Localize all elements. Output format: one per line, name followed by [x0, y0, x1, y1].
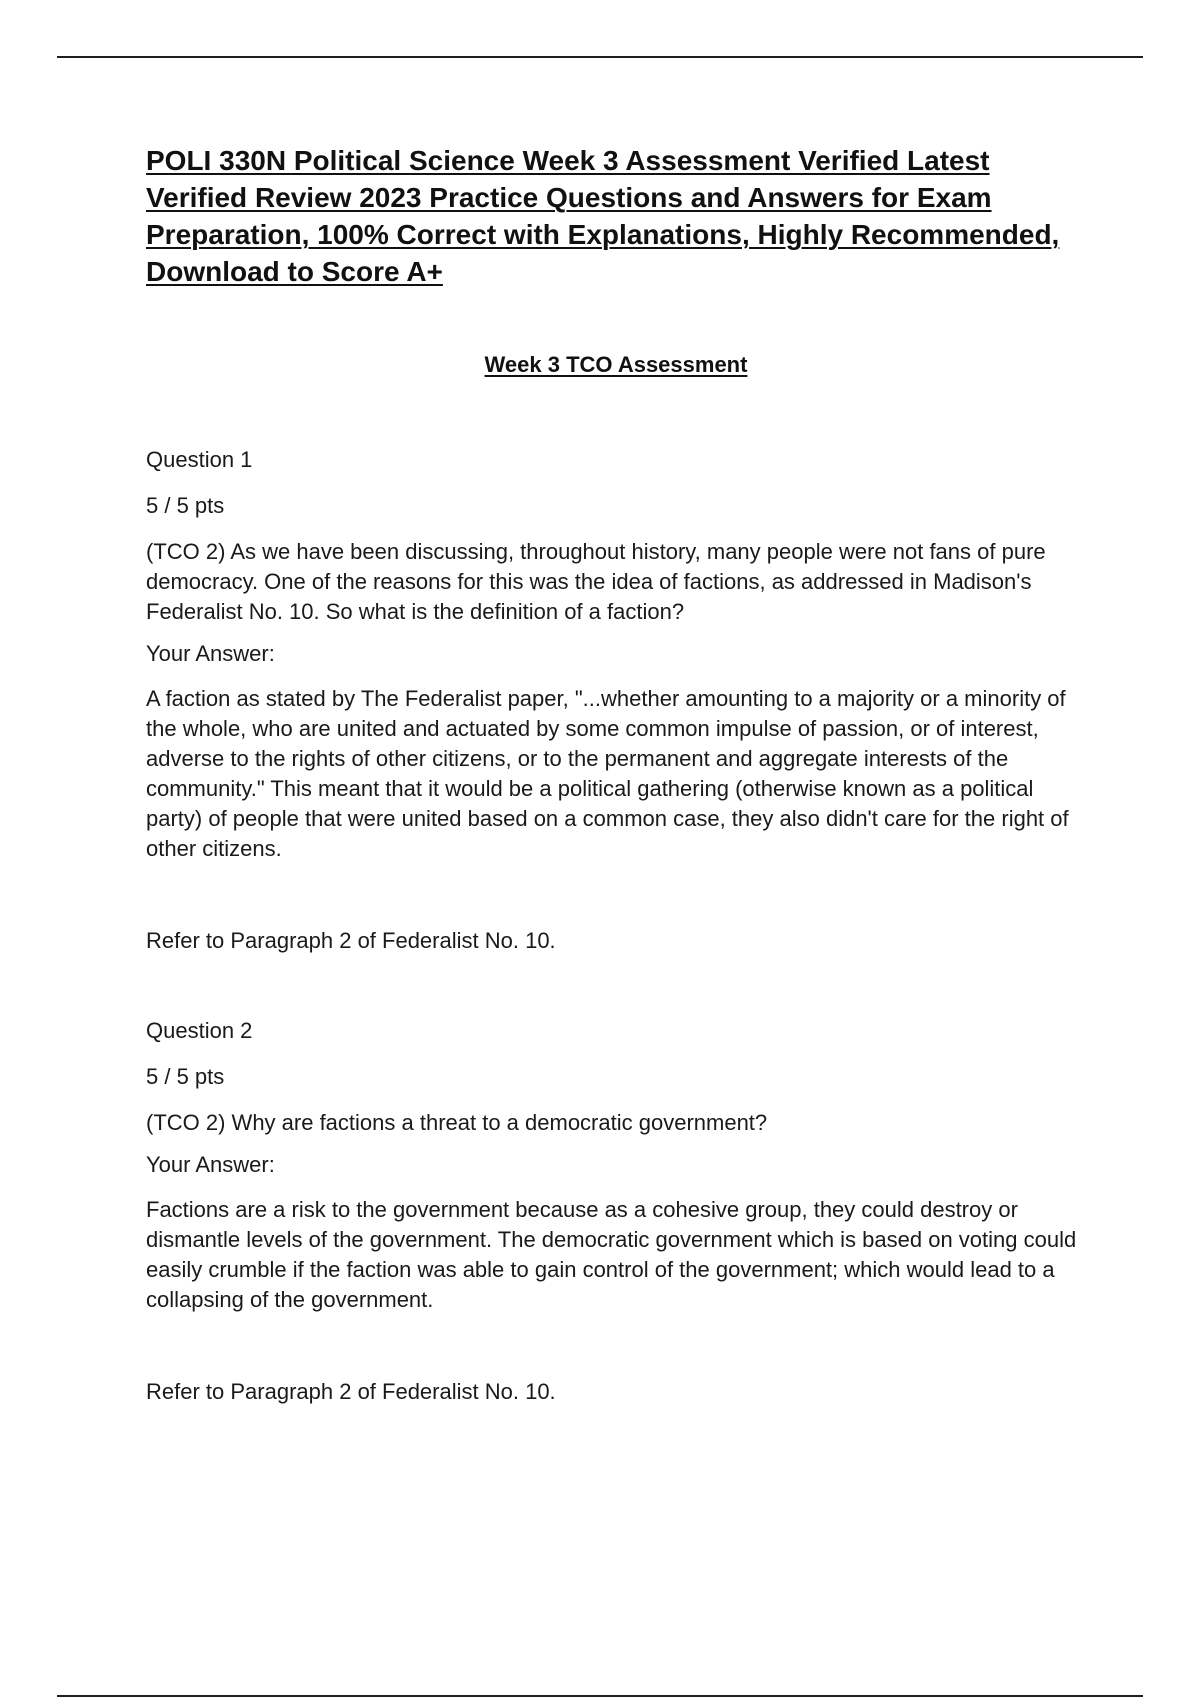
bottom-rule: [57, 1695, 1143, 1697]
question-label: Question 1: [146, 447, 253, 472]
answer-label: Your Answer:: [146, 641, 275, 666]
question-points: 5 / 5 pts: [146, 493, 225, 518]
question-block: [146, 445, 1086, 956]
reference-note: Refer to Paragraph 2 of Federalist No. 10.: [146, 1379, 556, 1404]
section-heading: Week 3 TCO Assessment: [484, 352, 748, 377]
question-block: [146, 1016, 1086, 1407]
answer-label: Your Answer:: [146, 1152, 275, 1177]
top-rule: [57, 56, 1143, 58]
reference-note: Refer to Paragraph 2 of Federalist No. 10.: [146, 928, 556, 953]
answer-text: Factions are a risk to the government because as a cohesive group, they could destroy or dismantle levels of the government. The democratic government which is based on voting could easily crumble if the faction was able to gain control of the government; which would lead to a collapsing of the government.: [146, 1197, 1077, 1312]
document-body: [146, 142, 1086, 1407]
document-title: POLI 330N Political Science Week 3 Assessment Verified Latest Verified Review 2023 Practice Questions and Answers for Exam Preparation, 100% Correct with Explanations, Highly Recommended, Download to Score A+: [146, 145, 1060, 287]
answer-text: A faction as stated by The Federalist paper, "...whether amounting to a majority or a minority of the whole, who are united and actuated by some common impulse of passion, or of interest, adverse to the rights of other citizens, or to the permanent and aggregate interests of the community." This meant that it would be a political gathering (otherwise known as a political party) of people that were united based on a common case, they also didn't care for the right of other citizens.: [146, 686, 1069, 861]
question-label: Question 2: [146, 1018, 253, 1043]
question-points: 5 / 5 pts: [146, 1064, 225, 1089]
question-prompt: (TCO 2) As we have been discussing, throughout history, many people were not fans of pure democracy. One of the reasons for this was the idea of factions, as addressed in Madison's Federalist No. 10. So what is the definition of a faction?: [146, 539, 1046, 624]
question-prompt: (TCO 2) Why are factions a threat to a democratic government?: [146, 1110, 768, 1135]
